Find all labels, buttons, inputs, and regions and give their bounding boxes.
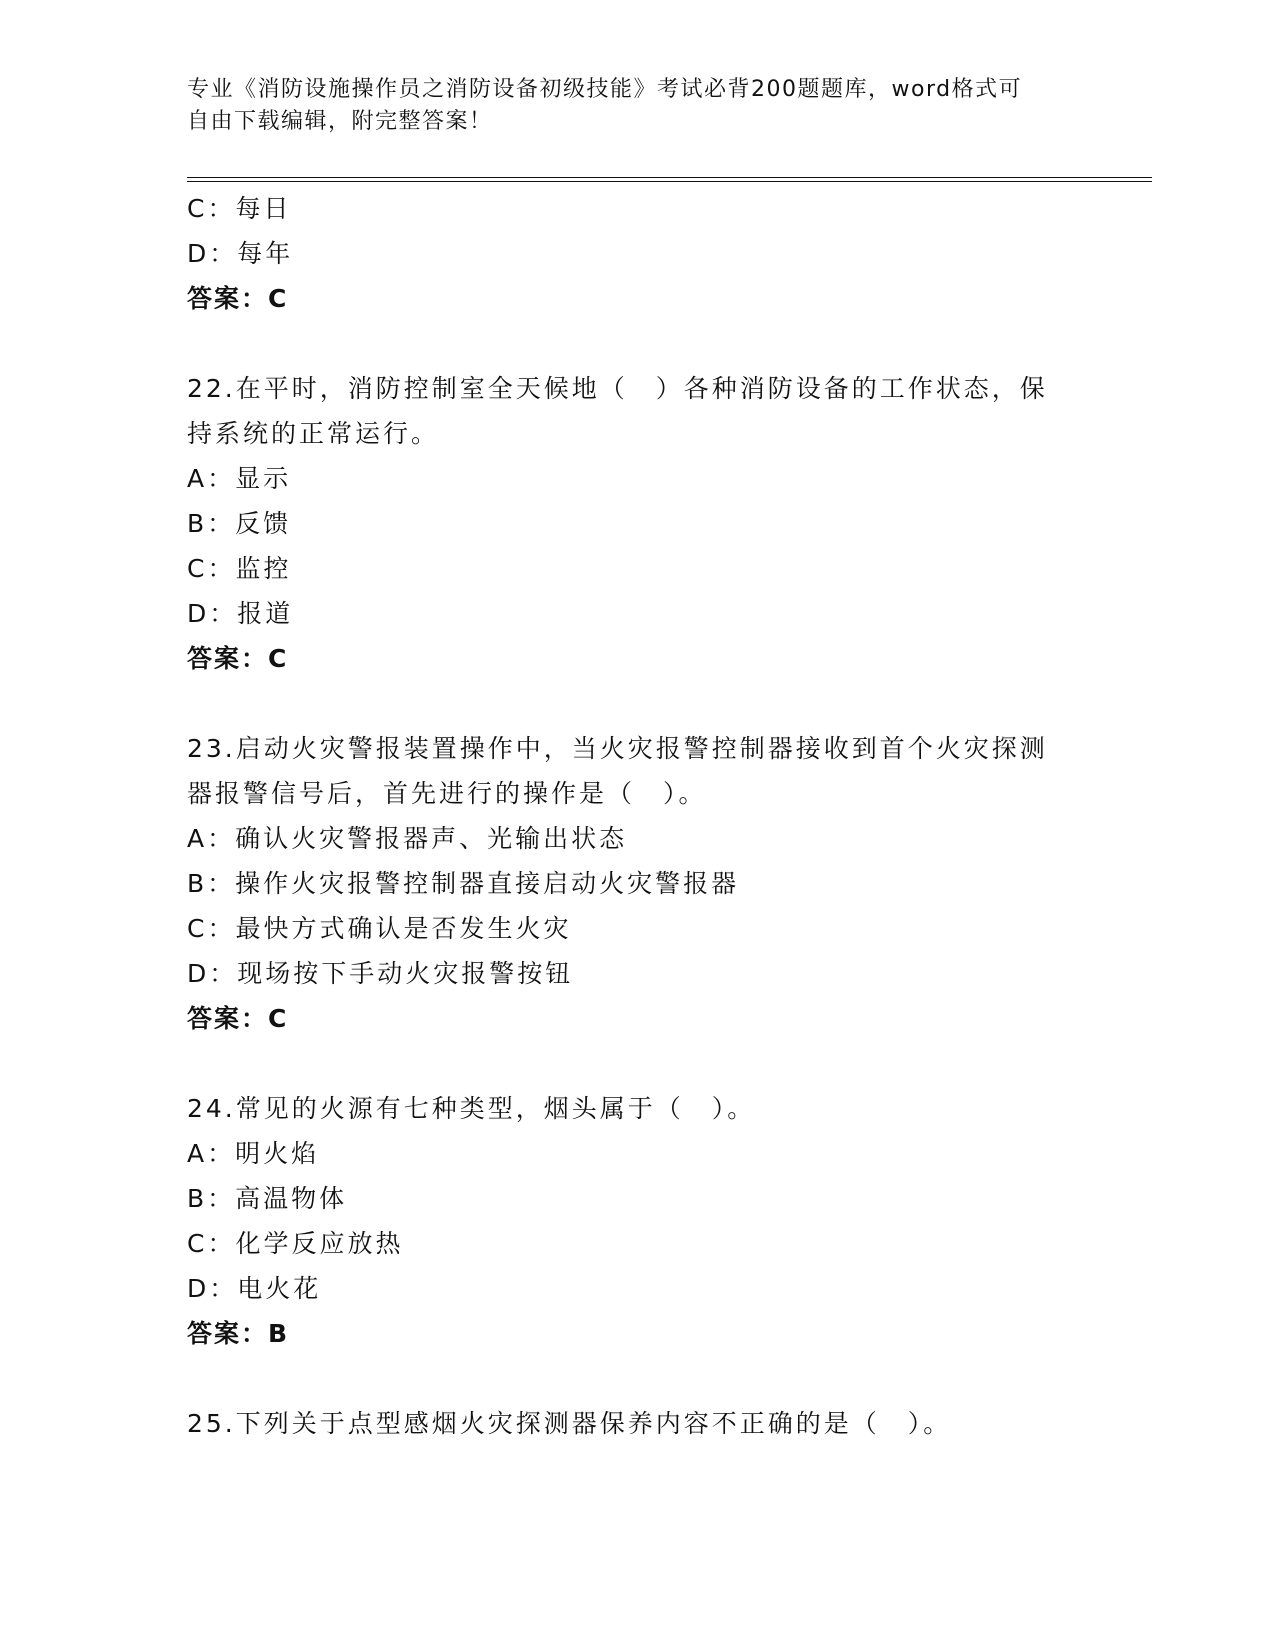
question-22-text: 持系统的正常运行。 bbox=[187, 419, 440, 448]
question-24-text: 24.常见的火源有七种类型，烟头属于（ ）。 bbox=[187, 1094, 756, 1123]
header-title-line-2: 自由下载编辑，附完整答案！ bbox=[187, 109, 493, 134]
option-d: D：电火花 bbox=[187, 1274, 322, 1303]
option-a: A：显示 bbox=[187, 464, 292, 493]
question-25-text: 25.下列关于点型感烟火灾探测器保养内容不正确的是（ ）。 bbox=[187, 1409, 952, 1438]
answer: 答案：C bbox=[187, 284, 289, 313]
option-d: D：每年 bbox=[187, 239, 294, 268]
option-c: C：化学反应放热 bbox=[187, 1229, 404, 1258]
answer: 答案：B bbox=[187, 1319, 290, 1348]
question-23-text: 器报警信号后，首先进行的操作是（ ）。 bbox=[187, 779, 707, 808]
option-d: D：现场按下手动火灾报警按钮 bbox=[187, 959, 574, 988]
question-22-text: 22.在平时，消防控制室全天候地（ ）各种消防设备的工作状态，保 bbox=[187, 374, 1048, 403]
option-c: C：每日 bbox=[187, 194, 292, 223]
question-23-text: 23.启动火灾警报装置操作中，当火灾报警控制器接收到首个火灾探测 bbox=[187, 734, 1048, 763]
option-c: C：监控 bbox=[187, 554, 292, 583]
header-rule bbox=[187, 177, 1152, 178]
answer: 答案：C bbox=[187, 644, 289, 673]
answer: 答案：C bbox=[187, 1004, 289, 1033]
option-d: D：报道 bbox=[187, 599, 294, 628]
option-a: A：确认火灾警报器声、光输出状态 bbox=[187, 824, 628, 853]
page-header bbox=[187, 74, 1067, 138]
option-b: B：反馈 bbox=[187, 509, 292, 538]
option-c: C：最快方式确认是否发生火灾 bbox=[187, 914, 572, 943]
option-a: A：明火焰 bbox=[187, 1139, 320, 1168]
option-b: B：高温物体 bbox=[187, 1184, 348, 1213]
header-title-line-1: 专业《消防设施操作员之消防设备初级技能》考试必背200题题库，word格式可 bbox=[187, 77, 1023, 102]
option-b: B：操作火灾报警控制器直接启动火灾警报器 bbox=[187, 869, 740, 898]
header-rule bbox=[187, 181, 1152, 182]
